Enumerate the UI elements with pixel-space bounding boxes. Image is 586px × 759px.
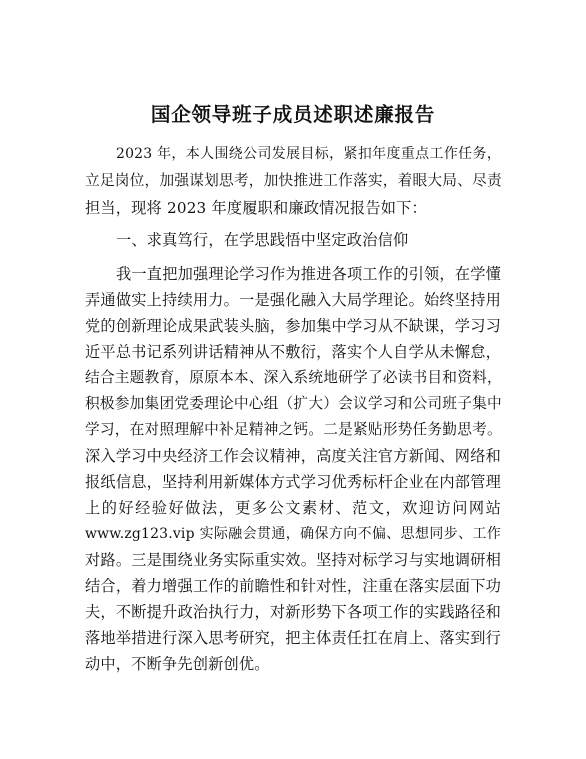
body-paragraph-line: 夫，不断提升政治执行力，对新形势下各项工作的实践路径和 [85,603,501,621]
body-paragraph-line: 落地举措进行深入思考研究，把主体责任扛在肩上、落实到行 [85,629,501,647]
body-paragraph-line: 学习，在对照理解中补足精神之钙。二是紧贴形势任务勤思考。 [85,421,502,438]
body-paragraph-line: 深入学习中央经济工作会议精神，高度关注官方新闻、网络和 [85,447,501,465]
intro-paragraph-line: 2023 年，本人围绕公司发展目标，紧扣年度重点工作任务， [116,146,501,162]
body-paragraph-line: 党的创新理论成果武装头脑，参加集中学习从不缺课，学习习 [85,317,501,335]
body-paragraph-line: 对路。三是围绕业务实际重实效。坚持对标学习与实地调研相 [85,551,501,569]
body-paragraph-line: 结合主题教育，原原本本、深入系统地研学了必读书目和资料， [85,369,502,386]
body-paragraph-line: 动中，不断争先创新创优。 [85,655,270,673]
intro-paragraph-line: 担当，现将 2023 年度履职和廉政情况报告如下： [85,199,427,217]
body-paragraph-line: 积极参加集团党委理论中心组（扩大）会议学习和公司班子集中 [85,395,502,412]
page-title: 国企领导班子成员述职述廉报告 [150,103,436,126]
body-paragraph-line: 弄通做实上持续用力。一是强化融入大局学理论。始终坚持用 [85,291,501,309]
body-paragraph-line: 近平总书记系列讲话精神从不敷衍，落实个人自学从未懈怠， [85,343,501,361]
section-heading: 一、求真笃行，在学思践悟中坚定政治信仰 [116,231,409,249]
body-paragraph-line: 结合，着力增强工作的前瞻性和针对性，注重在落实层面下功 [85,577,501,595]
body-paragraph-line: 报纸信息，坚持利用新媒体方式学习优秀标杆企业在内部管理 [85,473,501,491]
body-paragraph-line: www.zg123.vip 实际融会贯通，确保方向不偏、思想同步、工作 [85,526,501,542]
intro-paragraph-line: 立足岗位，加强谋划思考，加快推进工作落实，着眼大局、尽责 [85,172,502,189]
body-paragraph-line: 上的好经验好做法，更多公文素材、范文，欢迎访问网站 [85,499,501,517]
body-paragraph-line: 我一直把加强理论学习作为推进各项工作的引领，在学懂 [116,265,501,283]
